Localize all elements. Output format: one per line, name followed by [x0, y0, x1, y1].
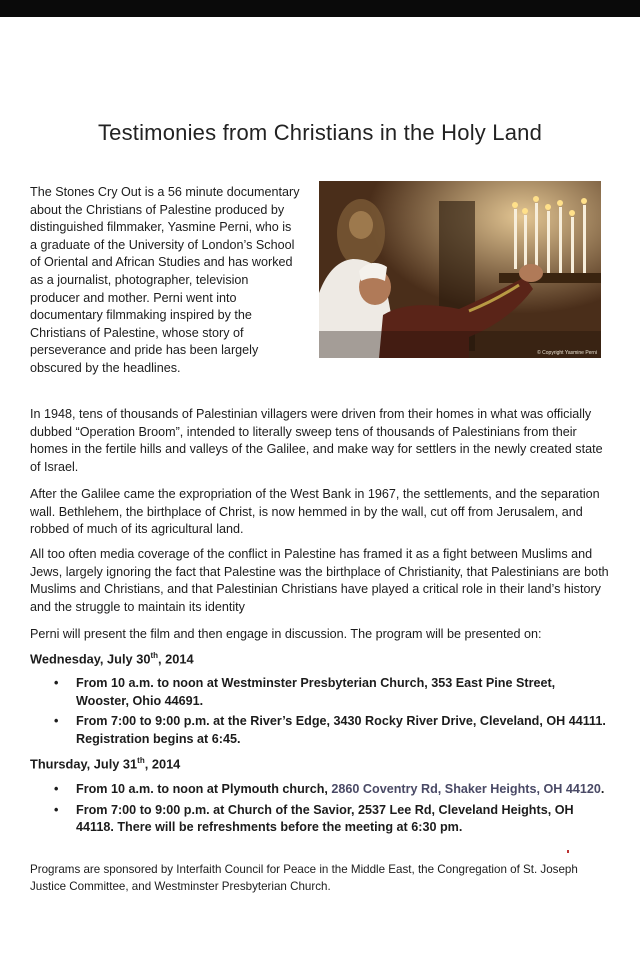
- photo-credit: © Copyright Yasmine Perni: [537, 350, 597, 356]
- event-text-prefix: From 10 a.m. to noon at Plymouth church,: [76, 782, 332, 796]
- event-text: From 7:00 to 9:00 p.m. at the River’s Edge, 3430 Rocky River Drive, Cleveland, OH 44111. Registration begins at 6:45.: [76, 714, 606, 746]
- event-text: From 10 a.m. to noon at Westminster Presbyterian Church, 353 East Pine Street, Wooster, Ohio 44691.: [76, 676, 556, 708]
- thursday-year: , 2014: [144, 756, 181, 772]
- bullet: •: [54, 782, 59, 796]
- sponsors-footer: Programs are sponsored by Interfaith Council for Peace in the Middle East, the Congregation of St. Joseph Justice Committee, and Westminster Presbyterian Church.: [30, 863, 578, 893]
- thursday-events-list: [48, 781, 608, 840]
- event-item: [48, 802, 608, 837]
- thursday-date: Thursday, July 31: [30, 756, 138, 772]
- event-item: [48, 713, 608, 748]
- photo-illustration: [319, 181, 601, 358]
- thursday-date-suffix: th: [137, 756, 145, 765]
- red-speck: [567, 850, 569, 853]
- paragraph-west-bank: After the Galilee came the expropriation of the West Bank in 1967, the settlements, and the separation wall. Bethlehem, the birthplace of Christ, is now hemmed in by the wall, cut off from Jerusalem, and robbed of much of its agricultural land.: [30, 487, 600, 537]
- event-text: From 7:00 to 9:00 p.m. at Church of the Savior, 2537 Lee Rd, Cleveland Heights, OH 44118. There will be refreshments before the meeting at 6:30 pm.: [76, 802, 574, 835]
- event-text-suffix: .: [600, 782, 605, 796]
- wednesday-year: , 2014: [158, 651, 194, 667]
- bullet: •: [54, 714, 59, 729]
- bullet: •: [54, 676, 59, 690]
- event-address: 2860 Coventry Rd, Shaker Heights, OH 44120: [331, 782, 601, 796]
- wednesday-events-list: [48, 675, 608, 751]
- thursday-heading: [30, 756, 180, 771]
- wednesday-date-suffix: th: [150, 651, 159, 660]
- wednesday-date: Wednesday, July 30: [30, 651, 151, 667]
- intro-paragraph: The Stones Cry Out is a 56 minute documentary about the Christians of Palestine produced by distinguished filmmaker, Yasmine Perni, who is a graduate of the University of London’s School of Oriental and African Studies and has worked as a journalist, photographer, television producer and mother. Perni went into documentary filmmaking inspired by the Christians of Palestine, whose story of perseverance and pride has been largely obscured by the headlines.: [30, 185, 300, 375]
- woman-lighting-candles-photo: [319, 181, 601, 358]
- event-item: [48, 781, 608, 799]
- paragraph-1948: In 1948, tens of thousands of Palestinian villagers were driven from their homes in what was officially dubbed “Operation Broom”, intended to literally sweep tens of thousands of Palestinians from their homes in the fertile hills and valleys of the Galilee, and make way for settlers in the newly created state of Israel.: [30, 407, 603, 474]
- paragraph-media-coverage: All too often media coverage of the conflict in Palestine has framed it as a fight between Muslims and Jews, largely ignoring the fact that Palestine was the birthplace of Christianity, that Palestinians are both Muslims and Christians, and that Palestinian Christians have played a critical role in their land’s history and the struggle to maintain its identity: [30, 547, 609, 614]
- wednesday-heading: [30, 651, 194, 666]
- bullet: •: [54, 802, 59, 817]
- paragraph-program-intro: Perni will present the film and then engage in discussion. The program will be presented on:: [30, 627, 542, 641]
- top-black-bar: [0, 0, 640, 17]
- event-item: [48, 675, 608, 710]
- page-title: Testimonies from Christians in the Holy Land: [97, 120, 543, 145]
